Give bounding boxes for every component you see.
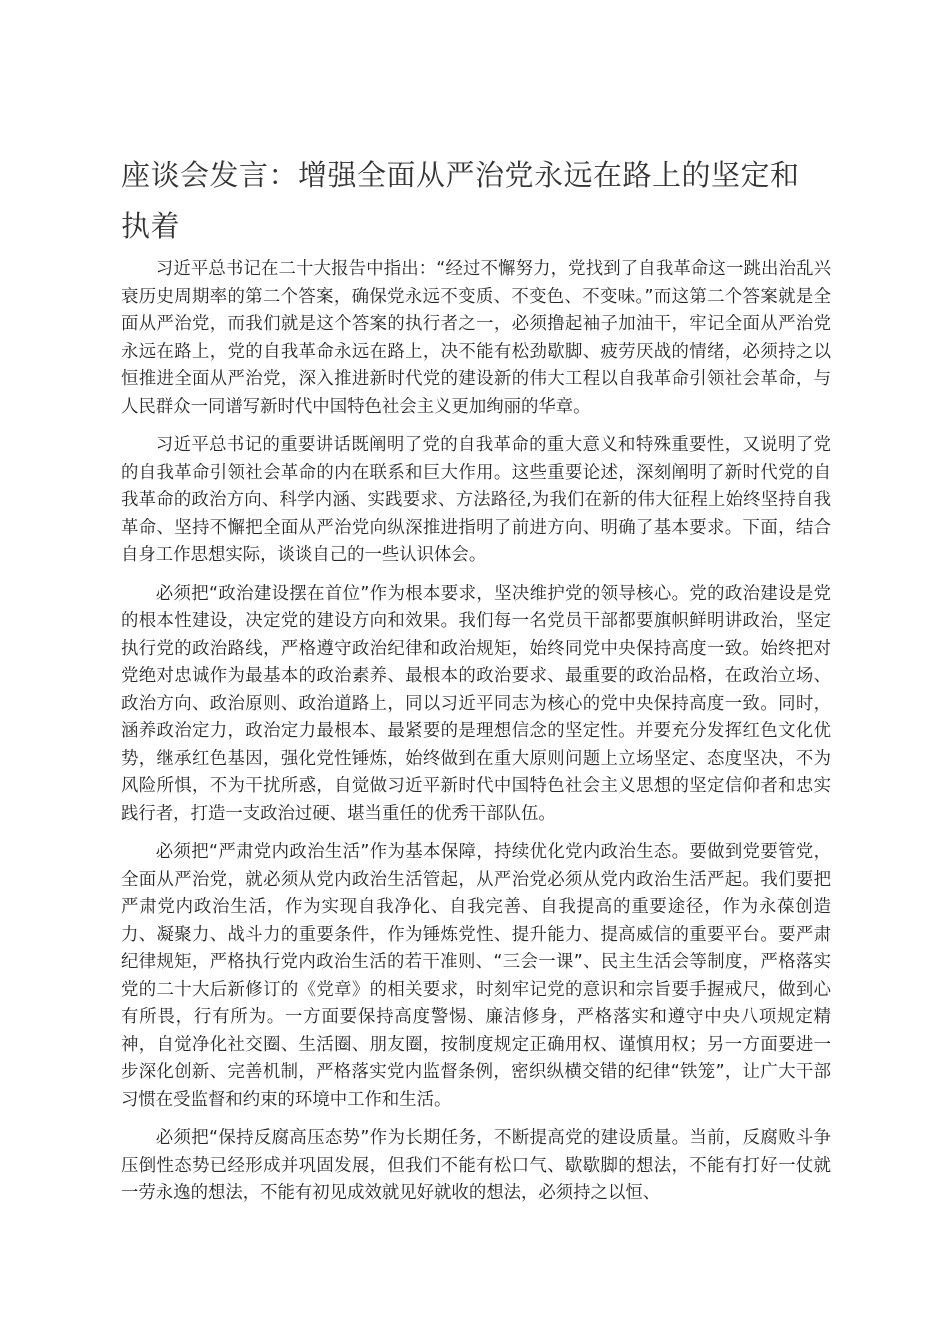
paragraph-4: 必须把“严肃党内政治生活”作为基本保障，持续优化党内政治生态。要做到党要管党，全面从严治党，就必须从党内政治生活管起，从严治党必须从党内政治生活严起。我们要把严肃党内政治生活，作为实现自我净化、自我完善、自我提高的重要途径，作为永葆创造力、凝聚力、战斗力的重要条件，作为锤炼党性、提升能力、提高威信的重要平台。要严肃纪律规矩，严格执行党内政治生活的若干准则、“三会一课”、民主生活会等制度，严格落实党的二十大后新修订的《党章》的相关要求，时刻牢记党的意识和宗旨要手握戒尺，做到心有所畏，行有所为。一方面要保持高度警惕、廉洁修身，严格落实和遵守中央八项规定精神，自觉净化社交圈、生活圈、朋友圈，按制度规定正确用权、谨慎用权；另一方面要进一步深化创新、完善机制，严格落实党内监督条例，密织纵横交错的纪律“铁笼”，让广大干部习惯在受监督和约束的环境中工作和生活。 [121,842,831,1110]
document-title: 座谈会发言：增强全面从严治党永远在路上的坚定和执着 [121,158,800,243]
paragraph-2: 习近平总书记的重要讲话既阐明了党的自我革命的重大意义和特殊重要性，又说明了党的自我革命引领社会革命的内在联系和巨大作用。这些重要论述，深刻阐明了新时代党的自我革命的政治方向、科学内涵、实践要求、方法路径,为我们在新的伟大征程上始终坚持自我革命、坚持不懈把全面从严治党向纵深推进指明了前进方向、明确了基本要求。下面，结合自身工作思想实际，谈谈自己的一些认识体会。 [121,435,831,565]
paragraph-1: 习近平总书记在二十大报告中指出：“经过不懈努力，党找到了自我革命这一跳出治乱兴衰历史周期率的第二个答案，确保党永远不变质、不变色、不变味。”而这第二个答案就是全面从严治党，而我们就是这个答案的执行者之一，必须撸起袖子加油干，牢记全面从严治党永远在路上，党的自我革命永远在路上，决不能有松劲歇脚、疲劳厌战的情绪，必须持之以恒推进全面从严治党，深入推进新时代党的建设新的伟大工程以自我革命引领社会革命，与人民群众一同谱写新时代中国特色社会主义更加绚丽的华章。 [121,259,831,417]
document-body [121,256,831,1219]
paragraph-5: 必须把“保持反腐高压态势”作为长期任务，不断提高党的建设质量。当前，反腐败斗争压倒性态势已经形成并巩固发展，但我们不能有松口气、歇歇脚的想法，不能有打好一仗就一劳永逸的想法，不能有初见成效就见好就收的想法，必须持之以恒、 [121,1128,831,1203]
paragraph-3: 必须把“政治建设摆在首位”作为根本要求，坚决维护党的领导核心。党的政治建设是党的根本性建设，决定党的建设方向和效果。我们每一名党员干部都要旗帜鲜明讲政治，坚定执行党的政治路线，严格遵守政治纪律和政治规矩，始终同党中央保持高度一致。始终把对党绝对忠诚作为最基本的政治素养、最根本的政治要求、最重要的政治品格，在政治立场、政治方向、政治原则、政治道路上，同以习近平同志为核心的党中央保持高度一致。同时，涵养政治定力，政治定力最根本、最紧要的是理想信念的坚定性。并要充分发挥红色文化优势，继承红色基因，强化党性锤炼，始终做到在重大原则问题上立场坚定、态度坚决，不为风险所惧，不为干扰所惑，自觉做习近平新时代中国特色社会主义思想的坚定信仰者和忠实践行者，打造一支政治过硬、堪当重任的优秀干部队伍。 [121,583,831,824]
